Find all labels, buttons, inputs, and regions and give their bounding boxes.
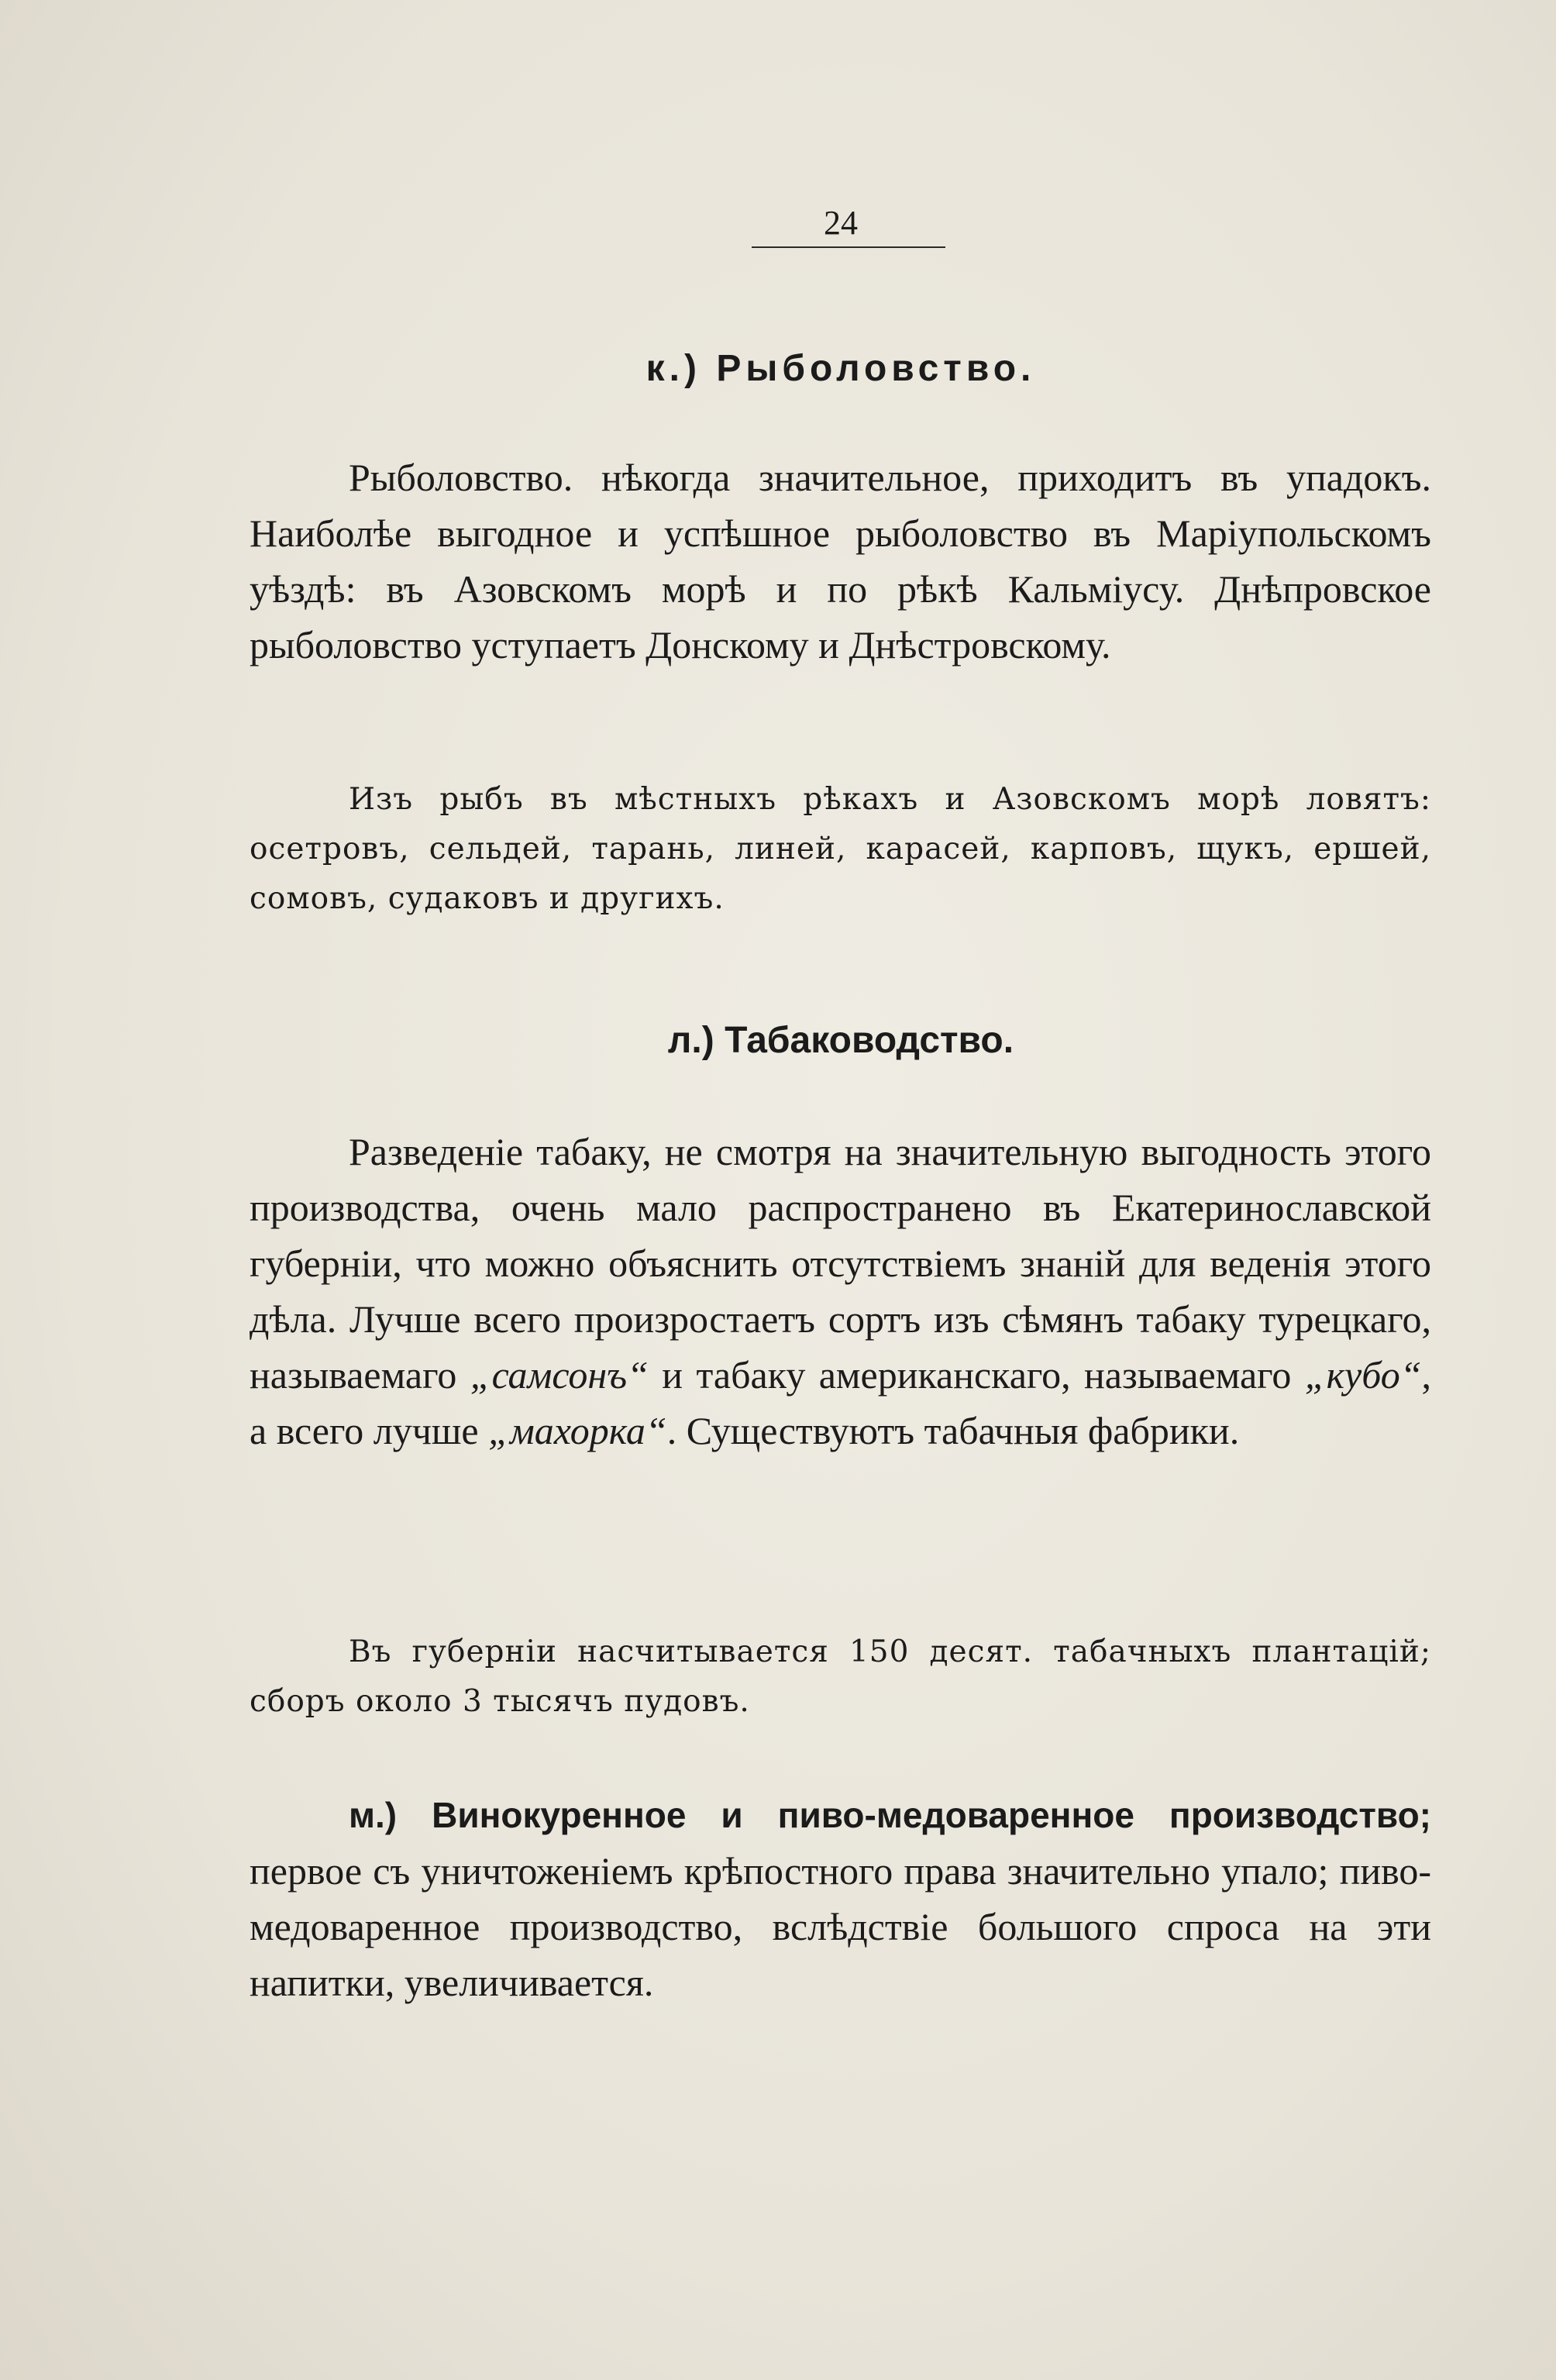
tobacco-term-makhorka: „махорка“: [488, 1409, 667, 1452]
tobacco-term-samson: „самсонъ“: [470, 1353, 649, 1397]
page-number-rule: [752, 246, 945, 248]
section-heading-distilling: м.) Винокуренное и пиво-медоваренное производство;: [349, 1795, 1431, 1835]
tobacco-term-kubo: „кубо“: [1304, 1353, 1422, 1397]
section-heading-tobacco: л.) Табаководство.: [667, 1020, 1014, 1061]
paragraph-fishing: Рыболовство. нѣкогда значительное, приходитъ въ упадокъ. Наиболѣе выгодное и успѣшное рыболовство въ Маріупольскомъ уѣздѣ: въ Азовскомъ морѣ и по рѣкѣ Кальміусу. Днѣпровское рыболовство уступаетъ Донскому и Днѣстровскому.: [250, 456, 1431, 666]
section-heading-fishing: к.) Рыболовство.: [645, 348, 1036, 389]
note-fishing: Изъ рыбъ въ мѣстныхъ рѣкахъ и Азовскомъ морѣ ловятъ: осетровъ, сельдей, тарань, линей, карасей, карповъ, щукъ, ершей, сомовъ, судаковъ и другихъ.: [250, 782, 1431, 916]
distilling-text: первое съ уничтоженіемъ крѣпостного права значительно упало; пиво-медоваренное производство, вслѣдствіе большого спроса на эти напитки, увеличивается.: [250, 1849, 1431, 2004]
tobacco-text-3: , а всего лучше: [250, 1353, 1431, 1452]
page-number: 24: [824, 204, 858, 242]
tobacco-text-4: . Существуютъ табачныя фабрики.: [666, 1409, 1240, 1452]
note-tobacco: Въ губерніи насчитывается 150 десят. табачныхъ плантацій; сборъ около 3 тысячъ пудовъ.: [250, 1634, 1431, 1719]
tobacco-text-2: и табаку американскаго, называемаго: [648, 1353, 1305, 1397]
tobacco-text-1: Разведеніе табаку, не смотря на значительную выгодность этого производства, очень мало распространено въ Екатеринославской губерніи, что можно объяснить отсутствіемъ знаній для веденія этого дѣла. Лучше всего произростаетъ сортъ изъ сѣмянъ табаку турецкаго, называемаго: [250, 1130, 1431, 1397]
paragraph-tobacco: [250, 1124, 1431, 1459]
paragraph-distilling: [250, 1786, 1431, 2010]
